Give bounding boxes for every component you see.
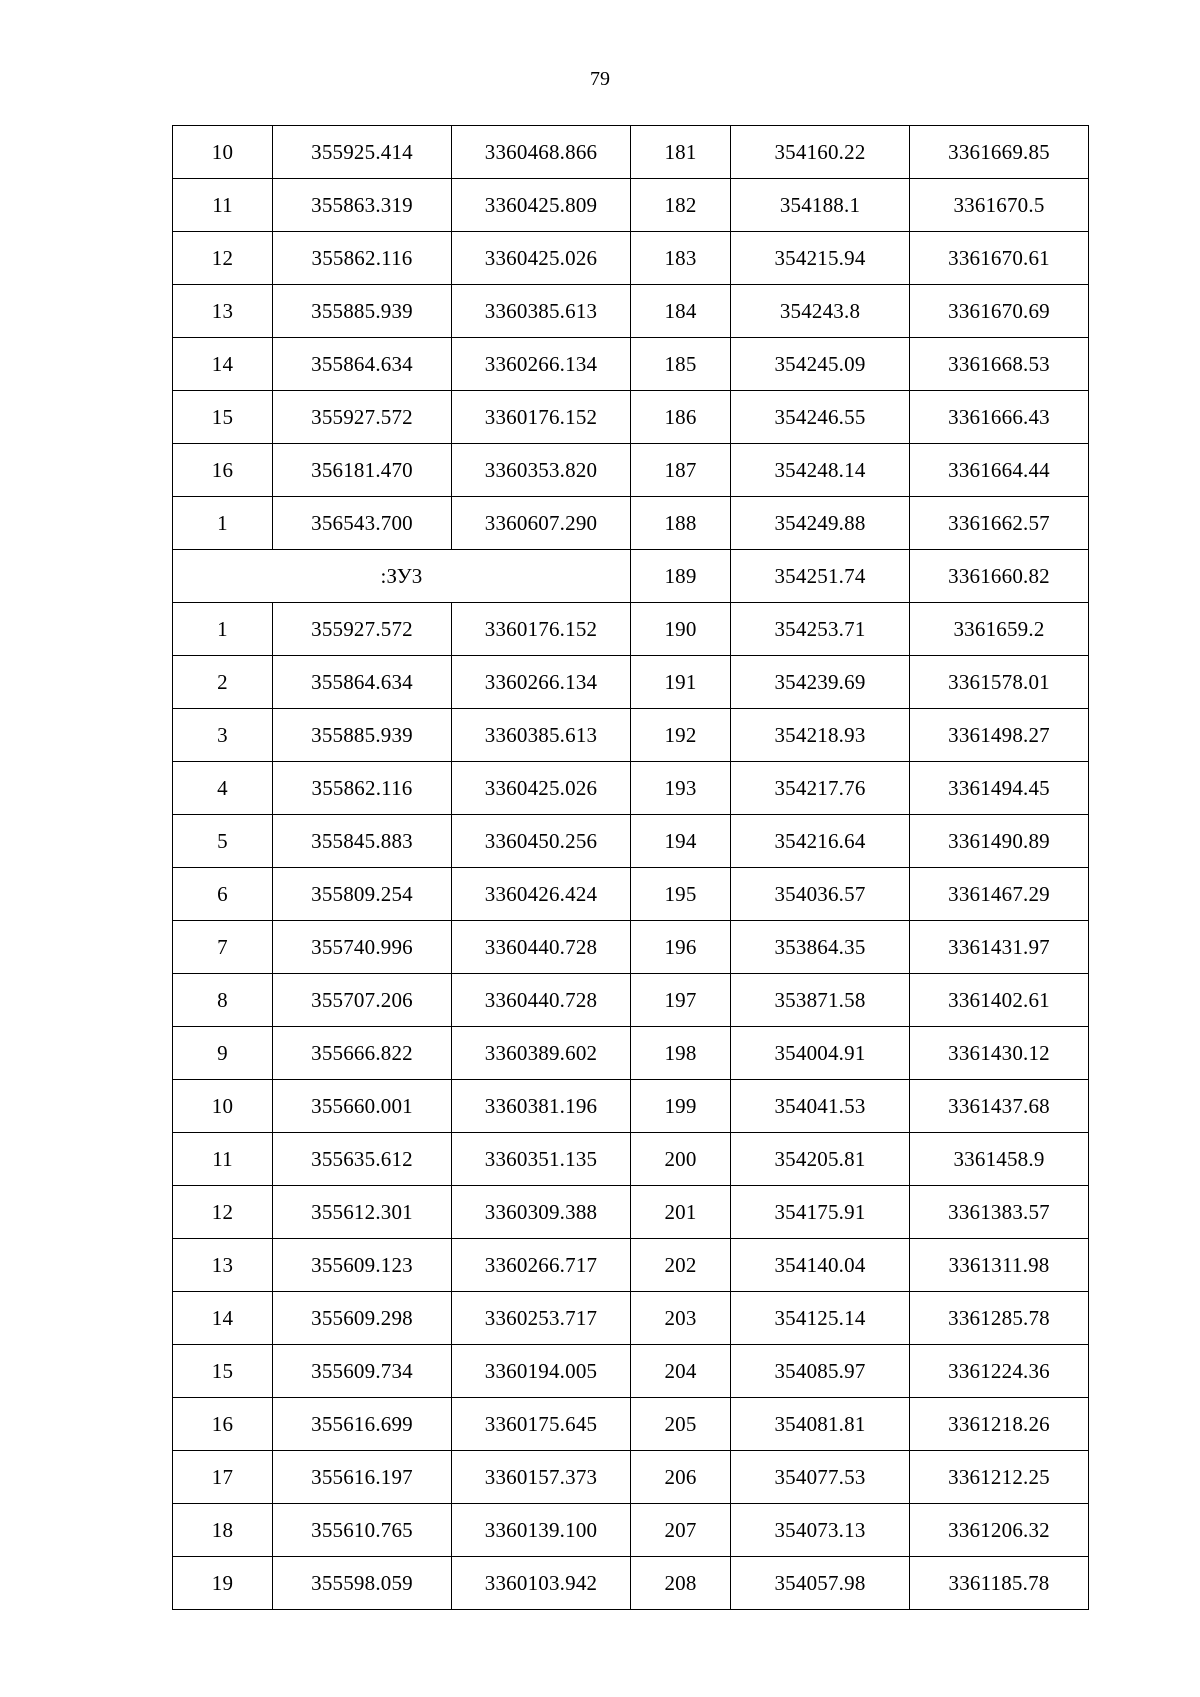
right-point-number-cell: 201 (631, 1186, 731, 1239)
left-point-number-cell: 11 (173, 179, 273, 232)
left-x-coordinate-cell: 355616.197 (273, 1451, 452, 1504)
left-y-coordinate-cell: 3360425.026 (452, 232, 631, 285)
right-point-number-cell: 187 (631, 444, 731, 497)
left-point-number-cell: 3 (173, 709, 273, 762)
right-x-coordinate-cell: 354216.64 (731, 815, 910, 868)
right-point-number-cell: 203 (631, 1292, 731, 1345)
table-row (173, 179, 1089, 232)
left-point-number-cell: 6 (173, 868, 273, 921)
table-row (173, 762, 1089, 815)
right-point-number-cell: 191 (631, 656, 731, 709)
table-row (173, 603, 1089, 656)
right-x-coordinate-cell: 354077.53 (731, 1451, 910, 1504)
left-point-number-cell: 19 (173, 1557, 273, 1610)
left-x-coordinate-cell: 355616.699 (273, 1398, 452, 1451)
right-point-number-cell: 195 (631, 868, 731, 921)
left-x-coordinate-cell: 355864.634 (273, 338, 452, 391)
right-point-number-cell: 198 (631, 1027, 731, 1080)
table-row (173, 1451, 1089, 1504)
right-x-coordinate-cell: 354125.14 (731, 1292, 910, 1345)
coordinates-table-body (173, 126, 1089, 1610)
right-x-coordinate-cell: 354057.98 (731, 1557, 910, 1610)
left-point-number-cell: 5 (173, 815, 273, 868)
right-y-coordinate-cell: 3361467.29 (910, 868, 1089, 921)
right-point-number-cell: 196 (631, 921, 731, 974)
right-point-number-cell: 190 (631, 603, 731, 656)
left-y-coordinate-cell: 3360309.388 (452, 1186, 631, 1239)
left-x-coordinate-cell: 355660.001 (273, 1080, 452, 1133)
right-point-number-cell: 202 (631, 1239, 731, 1292)
left-point-number-cell: 13 (173, 285, 273, 338)
table-row (173, 868, 1089, 921)
right-point-number-cell: 186 (631, 391, 731, 444)
right-y-coordinate-cell: 3361668.53 (910, 338, 1089, 391)
table-row (173, 1398, 1089, 1451)
right-point-number-cell: 197 (631, 974, 731, 1027)
right-x-coordinate-cell: 354239.69 (731, 656, 910, 709)
right-x-coordinate-cell: 354218.93 (731, 709, 910, 762)
right-y-coordinate-cell: 3361670.61 (910, 232, 1089, 285)
right-x-coordinate-cell: 354205.81 (731, 1133, 910, 1186)
left-x-coordinate-cell: 355598.059 (273, 1557, 452, 1610)
left-point-number-cell: 7 (173, 921, 273, 974)
left-point-number-cell: 15 (173, 1345, 273, 1398)
left-x-coordinate-cell: 355863.319 (273, 179, 452, 232)
table-row (173, 815, 1089, 868)
right-y-coordinate-cell: 3361659.2 (910, 603, 1089, 656)
left-point-number-cell: 11 (173, 1133, 273, 1186)
left-point-number-cell: 16 (173, 444, 273, 497)
left-point-number-cell: 12 (173, 1186, 273, 1239)
coordinates-table (172, 125, 1089, 1610)
right-y-coordinate-cell: 3361666.43 (910, 391, 1089, 444)
left-y-coordinate-cell: 3360176.152 (452, 603, 631, 656)
table-row (173, 1557, 1089, 1610)
left-x-coordinate-cell: 355609.123 (273, 1239, 452, 1292)
right-y-coordinate-cell: 3361458.9 (910, 1133, 1089, 1186)
left-x-coordinate-cell: 355864.634 (273, 656, 452, 709)
left-x-coordinate-cell: 355927.572 (273, 391, 452, 444)
table-row (173, 391, 1089, 444)
right-y-coordinate-cell: 3361670.5 (910, 179, 1089, 232)
left-y-coordinate-cell: 3360468.866 (452, 126, 631, 179)
left-y-coordinate-cell: 3360103.942 (452, 1557, 631, 1610)
table-row (173, 285, 1089, 338)
right-y-coordinate-cell: 3361383.57 (910, 1186, 1089, 1239)
left-point-number-cell: 1 (173, 603, 273, 656)
left-x-coordinate-cell: 356543.700 (273, 497, 452, 550)
right-x-coordinate-cell: 354217.76 (731, 762, 910, 815)
right-point-number-cell: 185 (631, 338, 731, 391)
left-y-coordinate-cell: 3360385.613 (452, 285, 631, 338)
left-point-number-cell: 12 (173, 232, 273, 285)
table-row (173, 1239, 1089, 1292)
table-row (173, 656, 1089, 709)
right-x-coordinate-cell: 354253.71 (731, 603, 910, 656)
right-point-number-cell: 194 (631, 815, 731, 868)
right-point-number-cell: 206 (631, 1451, 731, 1504)
left-point-number-cell: 14 (173, 338, 273, 391)
right-x-coordinate-cell: 353871.58 (731, 974, 910, 1027)
left-y-coordinate-cell: 3360266.717 (452, 1239, 631, 1292)
left-point-number-cell: 1 (173, 497, 273, 550)
left-x-coordinate-cell: 355612.301 (273, 1186, 452, 1239)
table-row (173, 497, 1089, 550)
right-x-coordinate-cell: 354160.22 (731, 126, 910, 179)
right-y-coordinate-cell: 3361670.69 (910, 285, 1089, 338)
right-point-number-cell: 182 (631, 179, 731, 232)
right-y-coordinate-cell: 3361662.57 (910, 497, 1089, 550)
left-y-coordinate-cell: 3360194.005 (452, 1345, 631, 1398)
right-x-coordinate-cell: 354085.97 (731, 1345, 910, 1398)
left-x-coordinate-cell: 355809.254 (273, 868, 452, 921)
left-y-coordinate-cell: 3360607.290 (452, 497, 631, 550)
left-y-coordinate-cell: 3360139.100 (452, 1504, 631, 1557)
left-x-coordinate-cell: 355740.996 (273, 921, 452, 974)
left-x-coordinate-cell: 355927.572 (273, 603, 452, 656)
table-row (173, 1345, 1089, 1398)
left-point-number-cell: 18 (173, 1504, 273, 1557)
right-x-coordinate-cell: 354245.09 (731, 338, 910, 391)
left-y-coordinate-cell: 3360176.152 (452, 391, 631, 444)
left-x-coordinate-cell: 355666.822 (273, 1027, 452, 1080)
right-point-number-cell: 199 (631, 1080, 731, 1133)
left-y-coordinate-cell: 3360351.135 (452, 1133, 631, 1186)
table-row (173, 338, 1089, 391)
table-row (173, 1133, 1089, 1186)
left-point-number-cell: 10 (173, 126, 273, 179)
left-y-coordinate-cell: 3360157.373 (452, 1451, 631, 1504)
right-y-coordinate-cell: 3361224.36 (910, 1345, 1089, 1398)
left-x-coordinate-cell: 355609.734 (273, 1345, 452, 1398)
right-x-coordinate-cell: 354249.88 (731, 497, 910, 550)
right-y-coordinate-cell: 3361664.44 (910, 444, 1089, 497)
left-x-coordinate-cell: 355862.116 (273, 762, 452, 815)
table-row (173, 1186, 1089, 1239)
right-y-coordinate-cell: 3361490.89 (910, 815, 1089, 868)
right-y-coordinate-cell: 3361431.97 (910, 921, 1089, 974)
left-point-number-cell: 16 (173, 1398, 273, 1451)
right-y-coordinate-cell: 3361212.25 (910, 1451, 1089, 1504)
table-row (173, 232, 1089, 285)
left-point-number-cell: 2 (173, 656, 273, 709)
table-row (173, 126, 1089, 179)
left-y-coordinate-cell: 3360440.728 (452, 921, 631, 974)
right-x-coordinate-cell: 354251.74 (731, 550, 910, 603)
right-x-coordinate-cell: 354073.13 (731, 1504, 910, 1557)
left-point-number-cell: 4 (173, 762, 273, 815)
right-x-coordinate-cell: 354041.53 (731, 1080, 910, 1133)
right-x-coordinate-cell: 354036.57 (731, 868, 910, 921)
right-x-coordinate-cell: 354188.1 (731, 179, 910, 232)
right-y-coordinate-cell: 3361402.61 (910, 974, 1089, 1027)
table-row (173, 921, 1089, 974)
left-x-coordinate-cell: 355635.612 (273, 1133, 452, 1186)
left-x-coordinate-cell: 355845.883 (273, 815, 452, 868)
right-x-coordinate-cell: 354175.91 (731, 1186, 910, 1239)
right-y-coordinate-cell: 3361206.32 (910, 1504, 1089, 1557)
table-row (173, 1504, 1089, 1557)
left-y-coordinate-cell: 3360450.256 (452, 815, 631, 868)
left-x-coordinate-cell: 355610.765 (273, 1504, 452, 1557)
left-point-number-cell: 9 (173, 1027, 273, 1080)
right-point-number-cell: 183 (631, 232, 731, 285)
right-x-coordinate-cell: 354246.55 (731, 391, 910, 444)
right-point-number-cell: 192 (631, 709, 731, 762)
right-x-coordinate-cell: 354248.14 (731, 444, 910, 497)
right-point-number-cell: 200 (631, 1133, 731, 1186)
left-y-coordinate-cell: 3360253.717 (452, 1292, 631, 1345)
left-y-coordinate-cell: 3360425.026 (452, 762, 631, 815)
table-row (173, 1027, 1089, 1080)
left-x-coordinate-cell: 356181.470 (273, 444, 452, 497)
right-y-coordinate-cell: 3361669.85 (910, 126, 1089, 179)
table-row (173, 1292, 1089, 1345)
right-y-coordinate-cell: 3361285.78 (910, 1292, 1089, 1345)
left-y-coordinate-cell: 3360385.613 (452, 709, 631, 762)
left-x-coordinate-cell: 355609.298 (273, 1292, 452, 1345)
left-y-coordinate-cell: 3360381.196 (452, 1080, 631, 1133)
right-point-number-cell: 204 (631, 1345, 731, 1398)
right-y-coordinate-cell: 3361660.82 (910, 550, 1089, 603)
left-point-number-cell: 15 (173, 391, 273, 444)
right-x-coordinate-cell: 354215.94 (731, 232, 910, 285)
table-row (173, 550, 1089, 603)
right-y-coordinate-cell: 3361430.12 (910, 1027, 1089, 1080)
right-point-number-cell: 193 (631, 762, 731, 815)
right-y-coordinate-cell: 3361498.27 (910, 709, 1089, 762)
right-x-coordinate-cell: 354081.81 (731, 1398, 910, 1451)
right-point-number-cell: 189 (631, 550, 731, 603)
table-row (173, 709, 1089, 762)
left-y-coordinate-cell: 3360426.424 (452, 868, 631, 921)
right-point-number-cell: 208 (631, 1557, 731, 1610)
left-y-coordinate-cell: 3360175.645 (452, 1398, 631, 1451)
left-x-coordinate-cell: 355925.414 (273, 126, 452, 179)
left-y-coordinate-cell: 3360266.134 (452, 656, 631, 709)
table-row (173, 444, 1089, 497)
left-y-coordinate-cell: 3360440.728 (452, 974, 631, 1027)
left-y-coordinate-cell: 3360425.809 (452, 179, 631, 232)
left-point-number-cell: 13 (173, 1239, 273, 1292)
right-point-number-cell: 181 (631, 126, 731, 179)
left-y-coordinate-cell: 3360353.820 (452, 444, 631, 497)
right-y-coordinate-cell: 3361311.98 (910, 1239, 1089, 1292)
left-y-coordinate-cell: 3360266.134 (452, 338, 631, 391)
page-number: 79 (590, 68, 610, 90)
right-x-coordinate-cell: 353864.35 (731, 921, 910, 974)
right-y-coordinate-cell: 3361494.45 (910, 762, 1089, 815)
right-y-coordinate-cell: 3361218.26 (910, 1398, 1089, 1451)
right-x-coordinate-cell: 354004.91 (731, 1027, 910, 1080)
left-x-coordinate-cell: 355885.939 (273, 285, 452, 338)
right-x-coordinate-cell: 354243.8 (731, 285, 910, 338)
right-y-coordinate-cell: 3361578.01 (910, 656, 1089, 709)
left-point-number-cell: 10 (173, 1080, 273, 1133)
left-point-number-cell: 14 (173, 1292, 273, 1345)
table-row (173, 1080, 1089, 1133)
right-point-number-cell: 184 (631, 285, 731, 338)
right-point-number-cell: 188 (631, 497, 731, 550)
left-point-number-cell: 8 (173, 974, 273, 1027)
right-x-coordinate-cell: 354140.04 (731, 1239, 910, 1292)
left-y-coordinate-cell: 3360389.602 (452, 1027, 631, 1080)
left-x-coordinate-cell: 355885.939 (273, 709, 452, 762)
left-x-coordinate-cell: 355862.116 (273, 232, 452, 285)
right-point-number-cell: 205 (631, 1398, 731, 1451)
left-x-coordinate-cell: 355707.206 (273, 974, 452, 1027)
table-row (173, 974, 1089, 1027)
right-y-coordinate-cell: 3361185.78 (910, 1557, 1089, 1610)
left-point-number-cell: 17 (173, 1451, 273, 1504)
right-point-number-cell: 207 (631, 1504, 731, 1557)
right-y-coordinate-cell: 3361437.68 (910, 1080, 1089, 1133)
section-label-cell: :ЗУ3 (173, 550, 631, 603)
